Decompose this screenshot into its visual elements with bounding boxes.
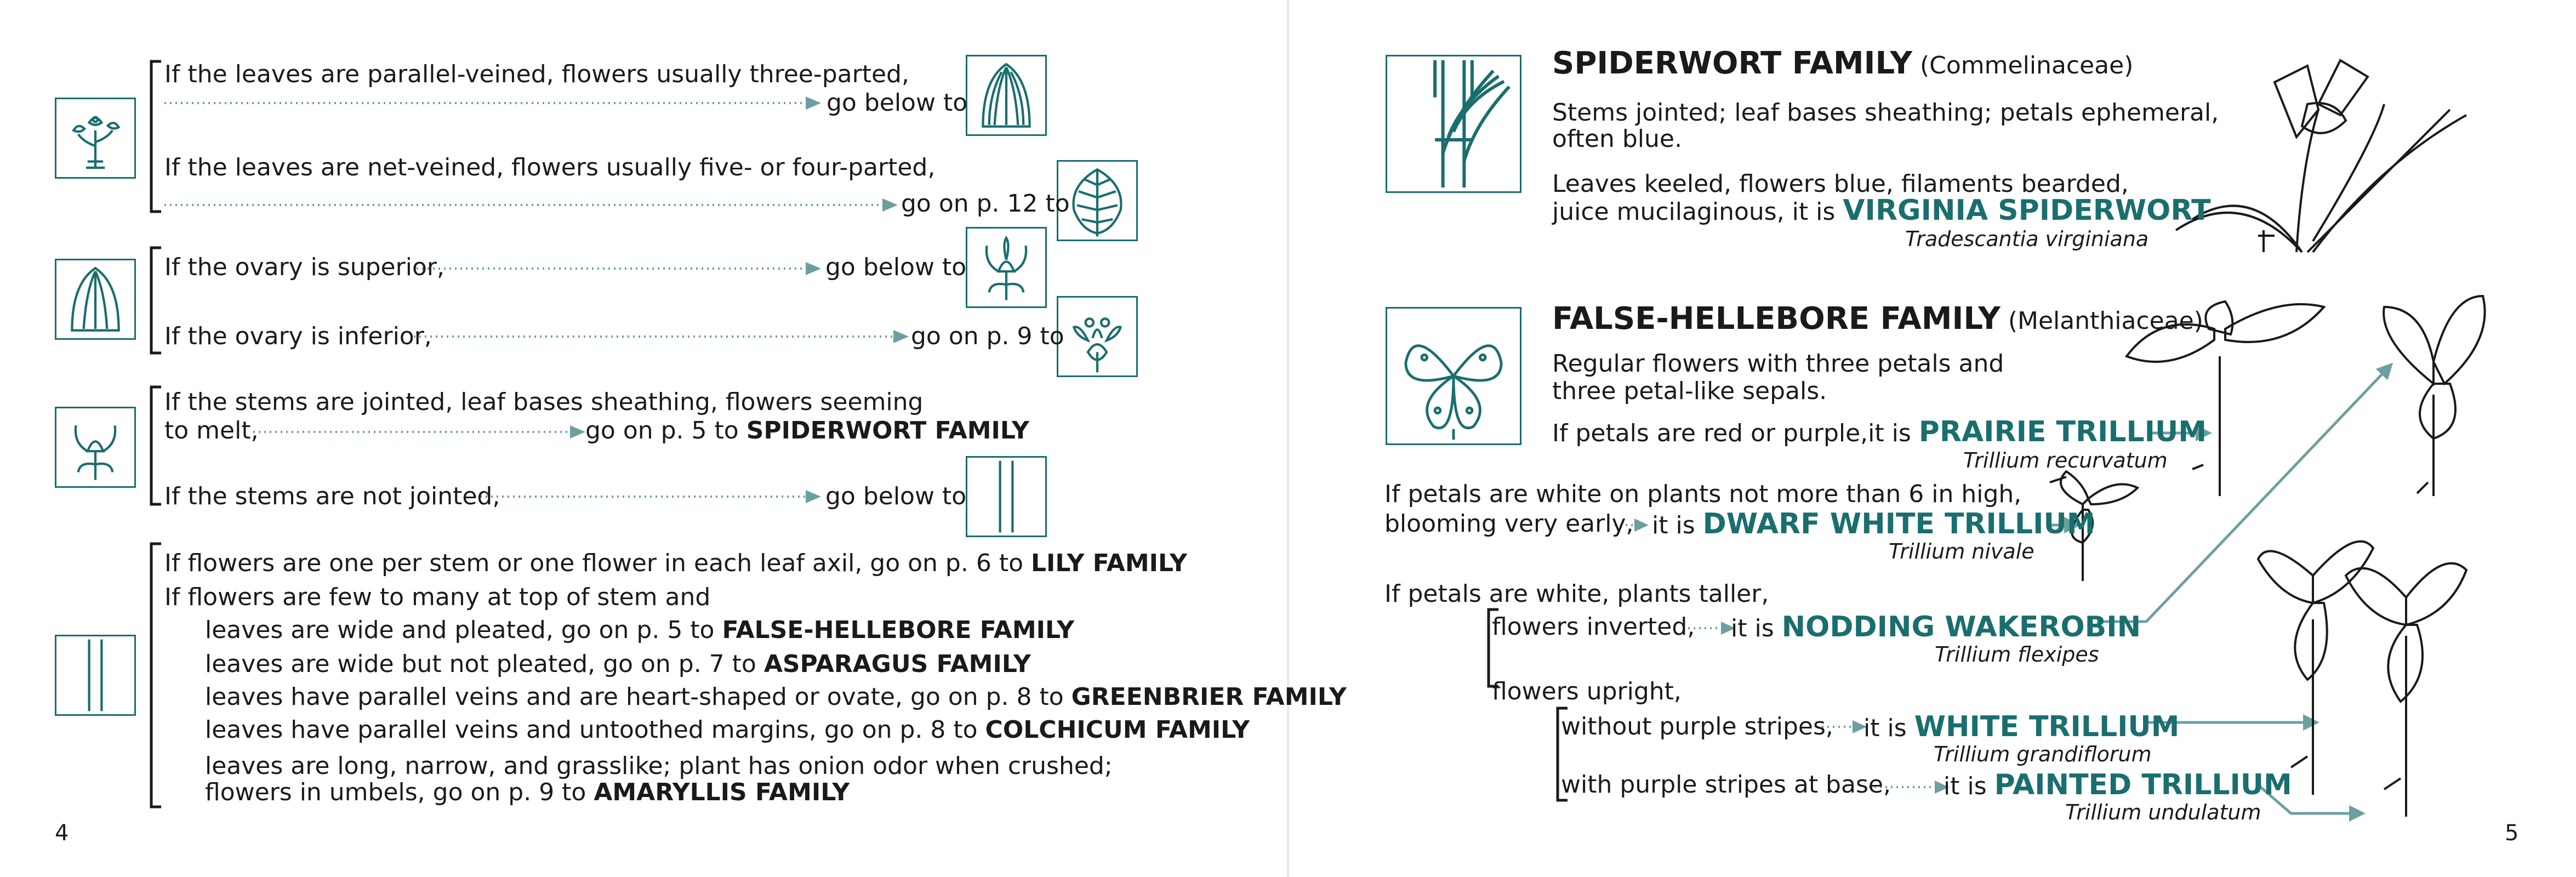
q1b-text: If the leaves are net-veined, flowers usually five- or four-parted, xyxy=(164,153,936,181)
q4-line1 xyxy=(164,549,1187,578)
stripe-itis: it is xyxy=(1944,772,1987,800)
nodding-wakerobin-latin: Trillium flexipes xyxy=(1935,642,2099,667)
prairie-trillium-name[interactable]: PRAIRIE TRILLIUM xyxy=(1918,415,2207,448)
q3a-family: SPIDERWORT FAMILY xyxy=(746,417,1029,445)
dwarf-itis: it is xyxy=(1652,511,1695,539)
nostripe-key-text: without purple stripes, xyxy=(1561,713,1833,741)
stripe-key-result xyxy=(1944,768,2292,801)
q4-sub-2 xyxy=(205,683,1347,711)
q4-last-line2 xyxy=(205,778,850,807)
dwarf-white-trillium-latin: Trillium nivale xyxy=(1889,539,2034,563)
hellebore-title: FALSE-HELLEBORE FAMILY xyxy=(1552,301,2001,337)
q4-sub-text: leaves are wide and pleated, go on p. 5 to xyxy=(205,616,715,644)
dwarf-key-line1: If petals are white on plants not more than 6 in high, xyxy=(1384,480,2022,508)
q3b-dest[interactable]: go below to xyxy=(825,482,967,510)
q3a-line2: to melt, xyxy=(164,417,259,445)
white-trillium-name[interactable]: WHITE TRILLIUM xyxy=(1914,710,2180,743)
stripe-key-text: with purple stripes at base, xyxy=(1561,771,1891,799)
spiderwort-latin-family: (Commelinaceae) xyxy=(1920,52,2134,79)
virginia-spiderwort-name[interactable]: VIRGINIA SPIDERWORT xyxy=(1843,194,2211,227)
dwarf-key-line2: blooming very early, xyxy=(1384,510,1634,538)
nostripe-itis: it is xyxy=(1863,714,1907,742)
q4-sub-3 xyxy=(205,716,1250,744)
virginia-spiderwort-latin: Tradescantia virginiana xyxy=(1905,227,2149,251)
left-page-number: 4 xyxy=(55,821,69,846)
upright-key-text: flowers upright, xyxy=(1492,677,1682,705)
right-page-number: 5 xyxy=(2505,821,2519,846)
dwarf-white-trillium-name[interactable]: DWARF WHITE TRILLIUM xyxy=(1702,508,2095,540)
red-key-text: If petals are red or purple,it is xyxy=(1552,419,1911,447)
q2a-text: If the ovary is superior, xyxy=(164,253,444,281)
q4-last-line1: leaves are long, narrow, and grasslike; plant has onion odor when crushed; xyxy=(205,752,1113,780)
spiderwort-desc-2: often blue. xyxy=(1552,125,1682,153)
q2b-text: If the ovary is inferior, xyxy=(164,322,432,350)
prairie-trillium-latin: Trillium recurvatum xyxy=(1963,448,2168,472)
q2b-dest[interactable]: go on p. 9 to xyxy=(911,322,1064,350)
spiderwort-key-1: Leaves keeled, flowers blue, filaments bearded, xyxy=(1552,170,2129,198)
nodding-wakerobin-name[interactable]: NODDING WAKEROBIN xyxy=(1781,611,2141,643)
q3b-text: If the stems are not jointed, xyxy=(164,482,500,510)
q4-sub-0 xyxy=(205,616,1074,645)
tall-key-text: If petals are white, plants taller, xyxy=(1384,580,1769,608)
q4-line1-family[interactable]: LILY FAMILY xyxy=(1030,549,1188,577)
painted-trillium-latin: Trillium undulatum xyxy=(2065,800,2261,824)
hellebore-heading xyxy=(1552,301,2203,337)
nostripe-key-result xyxy=(1863,710,2180,743)
spiderwort-key-text: juice mucilaginous, it is xyxy=(1552,198,1836,226)
q4-sub-family[interactable]: GREENBRIER FAMILY xyxy=(1071,683,1347,711)
q2a-dest[interactable]: go below to xyxy=(825,253,967,281)
q4-line1-text: If flowers are one per stem or one flower in each leaf axil, go on p. 6 to xyxy=(164,549,1023,577)
dwarf-key-result xyxy=(1652,510,2095,540)
q4-last-text: flowers in umbels, go on p. 9 to xyxy=(205,778,586,806)
q4-last-family[interactable]: AMARYLLIS FAMILY xyxy=(594,778,850,806)
q1a-dest[interactable]: go below to xyxy=(827,89,968,117)
q4-sub-text: leaves are wide but not pleated, go on p. 7 to xyxy=(205,650,756,678)
q4-sub-text: leaves have parallel veins and untoothed margins, go on p. 8 to xyxy=(205,716,978,744)
spiderwort-desc-1: Stems jointed; leaf bases sheathing; petals ephemeral, xyxy=(1552,99,2219,127)
inverted-key-result xyxy=(1731,613,2141,643)
q4-sub-family[interactable]: FALSE-HELLEBORE FAMILY xyxy=(722,616,1075,644)
q4-sub-text: leaves have parallel veins and are heart-shaped or ovate, go on p. 8 to xyxy=(205,683,1064,711)
hellebore-latin-family: (Melanthiaceae) xyxy=(2008,307,2203,335)
inverted-itis: it is xyxy=(1731,614,1774,642)
q3a-dest-text: go on p. 5 to xyxy=(585,417,739,445)
hellebore-desc-2: three petal-like sepals. xyxy=(1552,377,1827,405)
q3a-line1: If the stems are jointed, leaf bases sheathing, flowers seeming xyxy=(164,388,924,416)
white-trillium-latin: Trillium grandiflorum xyxy=(1934,742,2152,766)
q1a-text: If the leaves are parallel-veined, flowers usually three-parted, xyxy=(164,60,909,88)
q1b-dest[interactable]: go on p. 12 to xyxy=(901,190,1070,218)
q4-sub-1 xyxy=(205,650,1031,679)
red-trillium-key xyxy=(1552,415,2207,448)
painted-trillium-name[interactable]: PAINTED TRILLIUM xyxy=(1994,768,2292,801)
q4-sub-family[interactable]: COLCHICUM FAMILY xyxy=(985,716,1250,744)
spiderwort-key-2 xyxy=(1552,196,2211,226)
hellebore-desc-1: Regular flowers with three petals and xyxy=(1552,350,2004,378)
inverted-key-text: flowers inverted, xyxy=(1492,613,1695,641)
spiderwort-heading xyxy=(1552,45,2134,81)
q4-sub-family[interactable]: ASPARAGUS FAMILY xyxy=(763,650,1031,678)
spiderwort-title: SPIDERWORT FAMILY xyxy=(1552,45,1912,81)
q4-line2: If flowers are few to many at top of stem and xyxy=(164,583,711,611)
q3a-dest[interactable] xyxy=(585,417,1029,445)
